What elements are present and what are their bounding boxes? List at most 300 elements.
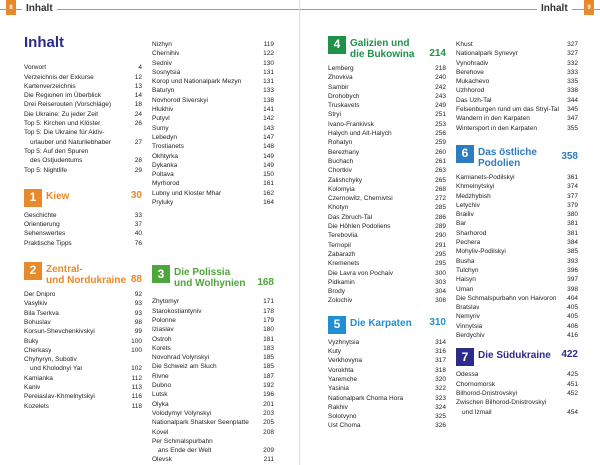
toc-entry[interactable] [152,418,274,427]
toc-entry[interactable] [24,309,142,318]
toc-entry[interactable] [152,161,274,170]
toc-entry-title: Nationalpark Shatsker Seenplatte [152,419,249,427]
toc-entry-title: Wandern in den Karpaten [456,115,530,123]
toc-entry-title: Halych und Alt-Halych [328,130,392,138]
toc-entry-page: 98 [134,318,142,326]
toc-entry-title: Solotvyno [328,413,357,421]
toc-entry[interactable] [456,105,578,114]
toc-entry-page: 183 [263,344,274,352]
zentral-list [24,290,142,411]
toc-entry[interactable] [152,40,274,49]
toc-entry[interactable] [456,201,578,210]
toc-entry[interactable] [24,110,142,119]
toc-entry-title: Pidkamin [328,278,355,286]
toc-entry[interactable] [24,337,142,346]
toc-entry-page: 218 [435,65,446,72]
toc-entry[interactable] [24,138,142,147]
toc-entry-page: 451 [567,380,578,388]
toc-entry-title: Poltava [152,171,174,179]
toc-entry[interactable] [152,170,274,179]
toc-entry-title: Sharhorod [456,229,487,237]
toc-entry-title: Brailiv [456,211,474,219]
toc-entry-title: Cherkasy [24,346,52,354]
toc-entry-title: Letychiv [456,201,480,209]
toc-entry-page: 185 [263,363,274,371]
toc-entry[interactable] [152,105,274,114]
toc-entry-title: Sosnytsia [152,68,181,76]
section-title-line-2: und Nordukraine [46,275,127,287]
toc-entry[interactable] [152,446,274,455]
section-number-badge: 2 [24,262,42,280]
toc-entry[interactable] [24,128,142,137]
toc-entry[interactable] [328,375,446,384]
toc-column-2 [152,40,274,465]
toc-entry[interactable] [152,133,274,142]
toc-entry[interactable] [152,189,274,198]
toc-entry[interactable] [456,398,578,407]
toc-entry[interactable] [152,372,274,381]
toc-entry-title: Ostroh [152,335,172,343]
toc-entry-page: 374 [567,183,578,191]
toc-entry[interactable] [328,231,446,240]
toc-entry-title: Busha [456,257,475,265]
toc-entry[interactable] [152,428,274,437]
toc-entry-title: Drohobych [328,92,360,100]
toc-entry[interactable] [24,374,142,383]
toc-entry[interactable] [456,182,578,191]
toc-entry-page: 26 [134,120,142,128]
toc-entry[interactable] [328,176,446,185]
toc-entry-title: Stryi [328,111,341,119]
toc-entry-page: 164 [263,199,274,207]
toc-entry[interactable] [328,259,446,268]
toc-entry[interactable] [152,335,274,344]
toc-entry[interactable] [456,322,578,331]
toc-entry[interactable] [328,185,446,194]
toc-entry[interactable] [152,86,274,95]
toc-entry-page: 143 [263,124,274,132]
toc-entry[interactable] [328,138,446,147]
toc-entry-page [139,147,142,156]
toc-entry[interactable] [152,409,274,418]
toc-entry[interactable] [152,353,274,362]
toc-entry[interactable] [328,148,446,157]
toc-entry-page: 133 [263,87,274,95]
toc-entry[interactable] [24,166,142,175]
toc-entry[interactable] [328,296,446,305]
toc-entry-page: 28 [134,157,142,165]
toc-entry[interactable] [328,356,446,365]
toc-entry-page: 338 [567,87,578,95]
toc-entry[interactable] [328,278,446,287]
toc-entry-page: 13 [134,82,142,90]
toc-entry-page: 304 [435,288,446,296]
toc-entry[interactable] [24,156,142,165]
toc-entry[interactable] [328,73,446,82]
toc-entry[interactable] [24,63,142,72]
toc-entry[interactable] [152,198,274,207]
toc-entry[interactable] [328,347,446,356]
toc-entry-title: Tulchyn [456,266,479,274]
toc-entry-title: Chortkiv [328,167,352,175]
toc-entry-page: 332 [567,59,578,67]
toc-entry[interactable] [456,238,578,247]
toc-column-3 [328,36,446,431]
toc-entry[interactable] [456,96,578,105]
toc-entry-page: 333 [567,68,578,76]
toc-entry-title: Die Ukraine: Zu jeder Zeit [24,110,99,118]
toc-entry[interactable] [456,275,578,284]
toc-entry[interactable] [152,344,274,353]
toc-entry-title: Sambir [328,83,349,91]
toc-entry-page: 147 [263,133,274,141]
toc-entry-page: 131 [263,78,274,86]
toc-entry-title: Brody [328,288,345,296]
toc-entry-title: Rivne [152,372,169,380]
toc-entry-title: Bohuslav [24,318,51,326]
toc-entry-title: Yasinia [328,385,349,393]
toc-entry[interactable] [152,68,274,77]
toc-entry[interactable] [328,120,446,129]
toc-entry[interactable] [24,318,142,327]
toc-entry-title: Korop und Nationalpark Mezyn [152,78,242,86]
toc-entry[interactable] [24,402,142,411]
toc-entry[interactable] [328,222,446,231]
section-number-badge: 1 [24,189,42,207]
toc-entry-title: Putyvl [152,115,170,123]
toc-entry[interactable] [456,192,578,201]
toc-entry[interactable] [24,220,142,229]
toc-entry[interactable] [24,290,142,299]
toc-entry-page: 150 [263,171,274,179]
toc-entry-title: Starokostiantyniv [152,307,202,315]
toc-entry-title: Kremenets [328,260,360,268]
toc-entry-title: Haisyn [456,276,476,284]
toc-entry[interactable] [24,119,142,128]
section-title: Kiew [46,190,70,202]
toc-entry[interactable] [24,73,142,82]
toc-entry-title: Bila Tserkva [24,309,59,317]
toc-column-1 [24,34,142,411]
toc-entry-page: 171 [263,298,274,306]
toc-entry-title: Nationalpark Choma Hora [328,394,404,402]
toc-entry-title: Felsenburgen rund um das Stryi-Tal [456,106,559,114]
toc-entry[interactable] [328,241,446,250]
toc-entry[interactable] [456,294,578,303]
podolien-list [456,173,578,340]
toc-entry-title: Top 5: Die Ukraine für Aktiv- [24,129,105,137]
toc-entry-title: Ivano-Frankivsk [328,120,374,128]
toc-entry-page: 295 [435,260,446,268]
toc-entry[interactable] [328,92,446,101]
section-page: 168 [257,277,274,289]
toc-column-4 [456,40,578,417]
toc-entry-page: 149 [263,152,274,160]
toc-entry-page: 196 [263,391,274,399]
toc-entry[interactable] [24,355,142,364]
right-running-head: Inhalt [537,3,572,14]
toc-entry[interactable] [456,380,578,389]
toc-entry[interactable] [456,219,578,228]
toc-entry[interactable] [456,312,578,321]
toc-entry-title: Pereiaslav-Khmelnytskyi [24,393,95,401]
toc-entry[interactable] [152,297,274,306]
section-title [350,36,429,60]
toc-entry[interactable] [152,455,274,464]
toc-entry-title: Zalishchyky [328,176,362,184]
section-title-line-1: Die Polissia [174,267,231,279]
toc-entry-title: Polonne [152,316,176,324]
toc-entry[interactable] [456,257,578,266]
toc-entry-page: 406 [567,322,578,330]
toc-entry-title: Die Schweiz am Sluch [152,363,217,371]
suedukraine-list [456,370,578,416]
toc-entry-title: Orientierung [24,221,60,229]
section-suedukraine-heading[interactable] [456,348,578,366]
section-number-badge: 5 [328,316,346,334]
toc-entry-title: Chyhyryn, Subotiv [24,356,77,364]
toc-entry[interactable] [456,114,578,123]
toc-entry[interactable] [152,316,274,325]
toc-entry[interactable] [328,403,446,412]
toc-entry[interactable] [456,40,578,49]
toc-entry-page: 118 [131,402,142,410]
toc-entry-title: Mohyliv-Podilskyi [456,248,506,256]
toc-entry-title: Odessa [456,371,479,379]
toc-entry[interactable] [328,203,446,212]
toc-entry[interactable] [456,59,578,68]
toc-entry-page: 385 [567,248,578,256]
toc-entry[interactable] [24,100,142,109]
section-karpaten-heading[interactable] [328,316,446,334]
toc-entry-title: Pechera [456,239,481,247]
toc-entry[interactable] [152,142,274,151]
toc-entry-page: 308 [435,297,446,305]
toc-entry[interactable] [328,157,446,166]
toc-entry-page: 40 [134,230,142,238]
toc-entry[interactable] [456,303,578,312]
toc-entry-title: Baturyn [152,87,175,95]
toc-entry[interactable] [456,266,578,275]
toc-entry-title: Sedniv [152,59,172,67]
toc-entry[interactable] [24,211,142,220]
toc-entry-title: urlauber und Naturliebhaber [30,138,111,146]
toc-entry-page: 397 [567,276,578,284]
toc-entry-page: 119 [263,41,274,48]
toc-entry[interactable] [152,114,274,123]
toc-entry[interactable] [328,194,446,203]
section-title-line-1: Zentral- [46,264,83,276]
toc-entry[interactable] [328,129,446,138]
toc-entry[interactable] [328,338,446,347]
toc-entry-title: Myrhorod [152,180,180,188]
toc-entry[interactable] [152,325,274,334]
toc-entry[interactable] [152,400,274,409]
toc-entry-title: Sumy [152,124,169,132]
toc-entry-title: Rohatyn [328,139,353,147]
toc-entry-title: Die Regionen im Überblick [24,92,101,100]
toc-entry-page: 303 [435,278,446,286]
toc-entry-page: 148 [263,143,274,151]
toc-entry-page: 316 [435,348,446,356]
toc-entry-page: 380 [567,211,578,219]
toc-entry[interactable] [456,408,578,417]
section-zentral-heading[interactable] [24,262,142,286]
toc-entry-page: 251 [435,111,446,119]
toc-entry-page: 322 [435,385,446,393]
section-galizien-heading[interactable] [328,36,446,60]
toc-entry-title: Nationalpark Synevyr [456,50,518,58]
section-podolien-heading[interactable] [456,145,578,169]
toc-entry[interactable] [152,96,274,105]
toc-entry-page: 263 [435,167,446,175]
toc-entry[interactable] [456,173,578,182]
toc-entry-page: 425 [567,371,578,379]
toc-entry-title: Bratslav [456,304,480,312]
toc-entry-title: Kamianets-Podilskyi [456,173,515,181]
toc-entry-page: 181 [263,335,274,343]
toc-entry[interactable] [24,299,142,308]
toc-entry-title: Medzhybish [456,192,491,200]
toc-entry-title: Chornomorsk [456,380,496,388]
toc-entry-title: Uzhhorod [456,87,485,95]
section-title-line-2: die Bukowina [350,49,415,60]
toc-entry[interactable] [456,49,578,58]
toc-entry-title: Vorokhta [328,366,354,374]
toc-entry[interactable] [328,101,446,110]
toc-entry[interactable] [152,437,274,446]
toc-entry-page: 201 [263,400,274,408]
toc-entry-page: 178 [263,307,274,315]
right-page-number: 9 [584,0,594,15]
toc-entry-title: Wintersport in den Karpaten [456,124,537,132]
toc-entry[interactable] [24,364,142,373]
section-polissia-heading[interactable] [152,265,274,289]
toc-entry-page: 318 [435,366,446,374]
toc-entry[interactable] [328,394,446,403]
toc-entry-page: 405 [567,304,578,312]
toc-entry[interactable] [24,327,142,336]
toc-entry[interactable] [24,383,142,392]
toc-entry[interactable] [152,124,274,133]
toc-entry-title: Khmelnytskyi [456,183,495,191]
toc-entry[interactable] [456,210,578,219]
toc-entry[interactable] [328,287,446,296]
toc-entry[interactable] [328,166,446,175]
toc-entry-page: 379 [567,201,578,209]
toc-entry-page: 259 [435,139,446,147]
toc-entry[interactable] [24,82,142,91]
toc-entry[interactable] [456,370,578,379]
toc-entry[interactable] [328,64,446,73]
toc-entry[interactable] [456,77,578,86]
toc-entry-page: 12 [134,73,142,81]
toc-entry[interactable] [152,179,274,188]
toc-entry-title: Olyka [152,400,169,408]
toc-entry[interactable] [328,384,446,393]
toc-entry-title: Top 5: Nightlife [24,166,67,174]
toc-entry[interactable] [152,49,274,58]
toc-entry[interactable] [24,346,142,355]
toc-entry[interactable] [24,239,142,248]
toc-entry-title: Per Schmalspurbahn [152,437,213,445]
toc-entry-title: Dykanka [152,161,178,169]
toc-entry[interactable] [456,247,578,256]
toc-entry[interactable] [24,229,142,238]
toc-entry[interactable] [456,86,578,95]
right-page [300,0,600,465]
toc-entry[interactable] [152,307,274,316]
toc-entry[interactable] [152,390,274,399]
toc-entry-title: Die Höhlen Podoliens [328,223,391,231]
toc-entry-title: Zhytomyr [152,298,180,306]
toc-entry[interactable] [328,412,446,421]
toc-entry-page: 149 [263,161,274,169]
toc-entry-page: 272 [435,195,446,203]
toc-entry[interactable] [152,77,274,86]
toc-entry[interactable] [152,362,274,371]
toc-entry-page: 314 [435,338,446,346]
toc-entry-title: Kovel [152,428,169,436]
toc-entry-page: 100 [131,337,142,345]
toc-entry-page: 398 [567,285,578,293]
section-page: 88 [130,274,142,286]
toc-entry[interactable] [456,285,578,294]
toc-entry-page: 289 [435,223,446,231]
section-kiew-heading[interactable] [24,189,142,207]
toc-entry-title: Berdychiv [456,332,485,340]
toc-entry[interactable] [328,110,446,119]
toc-entry[interactable] [328,213,446,222]
toc-entry[interactable] [152,381,274,390]
toc-entry-page: 381 [567,229,578,237]
toc-entry-title: Berezhany [328,148,360,156]
toc-entry[interactable] [152,152,274,161]
toc-entry[interactable] [328,83,446,92]
toc-entry-title: Geschichte [24,211,57,219]
galizien-list [328,64,446,306]
toc-entry-page: 317 [435,357,446,365]
toc-entry[interactable] [456,124,578,133]
toc-entry-title: Nizhyn [152,41,172,48]
section-page: 214 [429,48,446,59]
toc-entry[interactable] [24,147,142,156]
toc-entry[interactable] [456,389,578,398]
toc-entry[interactable] [328,250,446,259]
toc-entry-page: 208 [263,428,274,436]
section-page: 310 [429,316,446,328]
toc-entry-title: Zhovkva [328,74,353,82]
toc-entry-page: 112 [131,374,142,382]
toc-entry[interactable] [328,366,446,375]
toc-entry-title: Top 5: Auf den Spuren [24,147,89,155]
toc-entry[interactable] [328,421,446,430]
toc-entry[interactable] [456,68,578,77]
toc-entry-page: 260 [435,148,446,156]
toc-entry-page: 240 [435,74,446,82]
section-title [174,265,257,289]
toc-entry-page: 14 [134,92,142,100]
toc-entry-title: Verkhovyna [328,357,362,365]
toc-entry-page: 326 [435,422,446,430]
toc-entry[interactable] [456,229,578,238]
toc-entry-page: 320 [435,375,446,383]
toc-entry[interactable] [152,59,274,68]
toc-entry[interactable] [328,269,446,278]
toc-entry[interactable] [24,91,142,100]
toc-entry[interactable] [24,392,142,401]
toc-entry[interactable] [456,331,578,340]
